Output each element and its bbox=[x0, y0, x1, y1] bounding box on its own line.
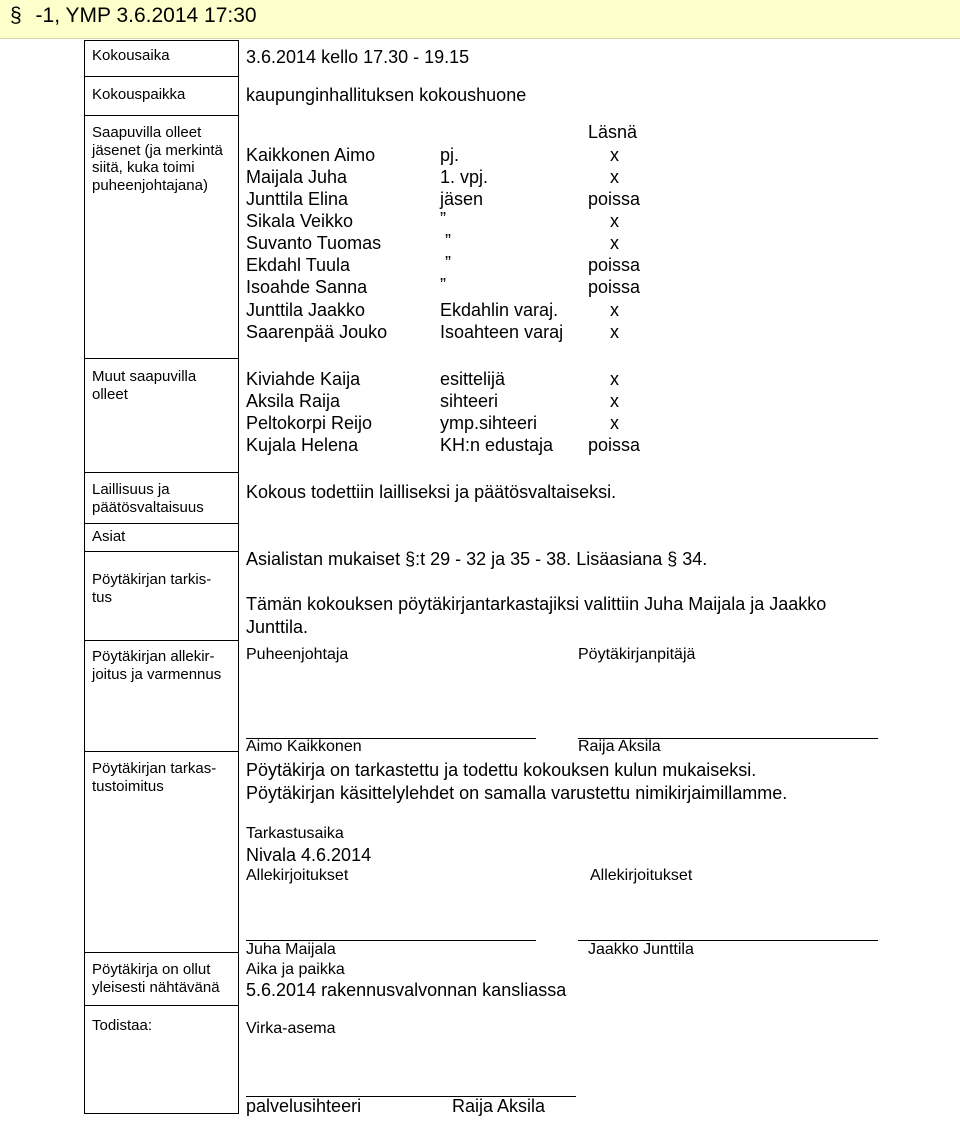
tarkastus-time-value: Nivala 4.6.2014 bbox=[246, 845, 372, 865]
other-status: x bbox=[610, 369, 619, 389]
label-tarkastustoimitus: Pöytäkirjan tarkas- tustoimitus bbox=[92, 760, 217, 795]
label-todistaa: Todistaa: bbox=[92, 1017, 153, 1034]
section-sign: § bbox=[667, 549, 678, 569]
tarkastus-line-1: Pöytäkirja on tarkastettu ja todettu kokouksen kulun mukaiseksi. bbox=[246, 760, 757, 780]
member-name: Suvanto Tuomas bbox=[246, 233, 382, 253]
nahtavana-value: 5.6.2014 rakennusvalvonnan kansliassa bbox=[246, 980, 567, 1000]
label-allekirjoitus: Pöytäkirjan allekir- joitus ja varmennus bbox=[92, 648, 222, 683]
member-status: poissa bbox=[588, 255, 641, 275]
member-role: ” bbox=[445, 253, 451, 273]
member-name: Saarenpää Jouko bbox=[246, 322, 388, 342]
member-role: ” bbox=[440, 209, 446, 229]
other-role: KH:n edustaja bbox=[440, 435, 554, 455]
member-role: ” bbox=[445, 231, 451, 251]
member-role: 1. vpj. bbox=[440, 167, 489, 187]
tarkastus-line-2: Pöytäkirjan käsittelylehdet on samalla varustettu nimikirjaimillamme. bbox=[246, 783, 788, 803]
todistaa-name: Raija Aksila bbox=[452, 1096, 546, 1116]
other-name: Aksila Raija bbox=[246, 391, 341, 411]
member-name: Sikala Veikko bbox=[246, 211, 354, 231]
virka-label: Virka-asema bbox=[246, 1020, 336, 1037]
other-name: Kujala Helena bbox=[246, 435, 359, 455]
tarkastus-time-label: Tarkastusaika bbox=[246, 825, 344, 842]
member-role: ” bbox=[440, 275, 446, 295]
member-role: pj. bbox=[440, 145, 460, 165]
label-kokousaika: Kokousaika bbox=[92, 47, 170, 64]
signer-1-name: Juha Maijala bbox=[246, 941, 336, 958]
signer-2-name: Jaakko Junttila bbox=[588, 941, 694, 958]
other-name: Peltokorpi Reijo bbox=[246, 413, 373, 433]
member-status: x bbox=[610, 167, 619, 187]
section-sign: § bbox=[405, 549, 416, 569]
virka-value: palvelusihteeri bbox=[246, 1096, 362, 1116]
tarkistus-text-line-2: Junttila. bbox=[246, 617, 309, 637]
member-name: Ekdahl Tuula bbox=[246, 255, 351, 275]
header-title-text: -1, YMP 3.6.2014 17:30 bbox=[35, 4, 257, 27]
label-kokouspaikka: Kokouspaikka bbox=[92, 86, 186, 103]
member-name: Junttila Elina bbox=[246, 189, 349, 209]
member-name: Junttila Jaakko bbox=[246, 300, 366, 320]
member-status: x bbox=[610, 322, 619, 342]
label-muut: Muut saapuvilla olleet bbox=[92, 368, 197, 403]
label-asiat: Asiat bbox=[92, 528, 126, 545]
other-status: x bbox=[610, 391, 619, 411]
member-role: Isoahteen varaj bbox=[440, 322, 564, 342]
secretary-name: Raija Aksila bbox=[578, 738, 661, 755]
header-title bbox=[10, 4, 257, 28]
member-name: Isoahde Sanna bbox=[246, 277, 368, 297]
chair-label: Puheenjohtaja bbox=[246, 646, 349, 663]
sign-label-1: Allekirjoitukset bbox=[246, 867, 349, 884]
laillisuus-text: Kokous todettiin lailliseksi ja päätösvaltaiseksi. bbox=[246, 482, 617, 502]
label-saapuvilla: Saapuvilla olleet jäsenet (ja merkintä siitä, kuka toimi puheenjohtajana) bbox=[92, 124, 223, 194]
member-status: x bbox=[610, 233, 619, 253]
other-status: poissa bbox=[588, 435, 641, 455]
meeting-time: 3.6.2014 kello 17.30 - 19.15 bbox=[246, 47, 470, 67]
other-role: sihteeri bbox=[440, 391, 499, 411]
label-laillisuus: Laillisuus ja päätösvaltaisuus bbox=[92, 481, 204, 516]
sign-label-2: Allekirjoitukset bbox=[590, 867, 693, 884]
other-name: Kiviahde Kaija bbox=[246, 369, 361, 389]
member-status: x bbox=[610, 211, 619, 231]
member-status: poissa bbox=[588, 189, 641, 209]
presence-header: Läsnä bbox=[588, 122, 638, 142]
other-role: esittelijä bbox=[440, 369, 506, 389]
member-name: Kaikkonen Aimo bbox=[246, 145, 376, 165]
other-role: ymp.sihteeri bbox=[440, 413, 538, 433]
nahtavana-label: Aika ja paikka bbox=[246, 961, 345, 978]
member-status: poissa bbox=[588, 277, 641, 297]
document-header bbox=[0, 0, 960, 39]
secretary-label: Pöytäkirjanpitäjä bbox=[578, 646, 696, 663]
member-status: x bbox=[610, 300, 619, 320]
label-nahtavana: Pöytäkirja on ollut yleisesti nähtävänä bbox=[92, 961, 220, 996]
other-status: x bbox=[610, 413, 619, 433]
label-tarkistus: Pöytäkirjan tarkis- tus bbox=[92, 571, 212, 606]
member-role: Ekdahlin varaj. bbox=[440, 300, 559, 320]
member-role: jäsen bbox=[440, 189, 484, 209]
asiat-text: Asialistan mukaiset §:t 29 - 32 ja 35 - 38. Lisäasiana § 34. bbox=[246, 549, 708, 569]
meeting-place: kaupunginhallituksen kokoushuone bbox=[246, 85, 527, 105]
member-name: Maijala Juha bbox=[246, 167, 348, 187]
section-sign: § bbox=[10, 4, 22, 27]
member-status: x bbox=[610, 145, 619, 165]
chair-name: Aimo Kaikkonen bbox=[246, 738, 362, 755]
tarkistus-text-line-1: Tämän kokouksen pöytäkirjantarkastajiksi valittiin Juha Maijala ja Jaakko bbox=[246, 594, 827, 614]
